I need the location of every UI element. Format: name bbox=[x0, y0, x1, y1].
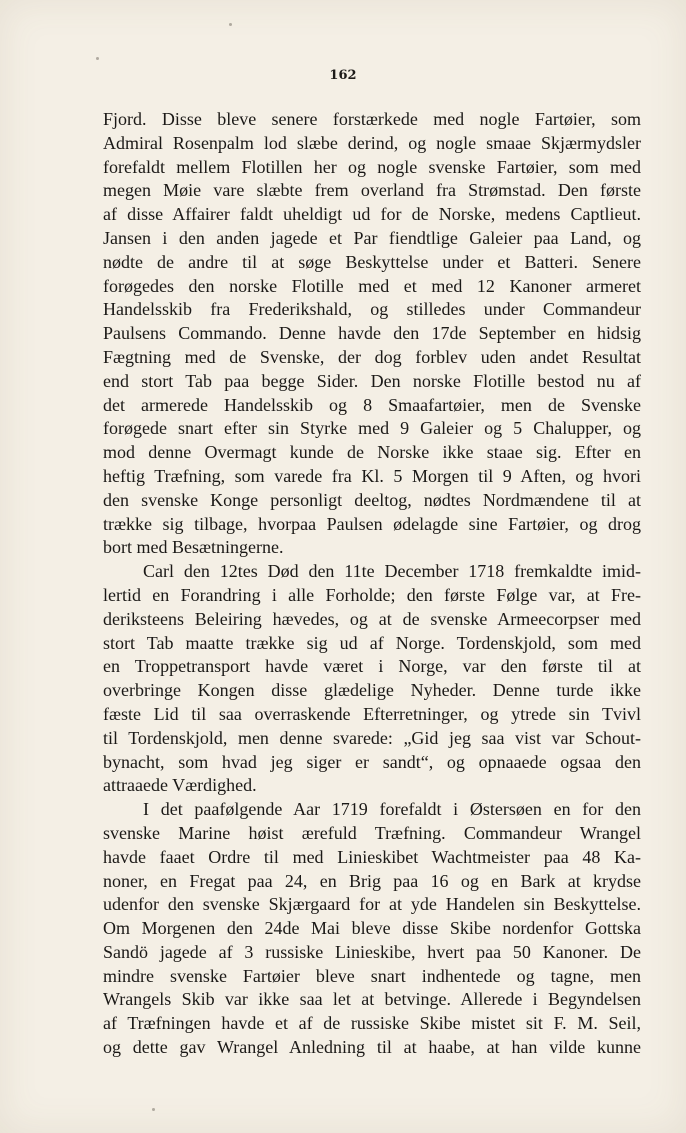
text-line: Sandö jagede af 3 russiske Linieskibe, hvert paa 50 Kanoner. De bbox=[103, 941, 641, 962]
text-line: bynacht, som hvad jeg siger er sandt“, og opnaaede ogsaa den bbox=[103, 751, 641, 772]
text-line: Carl den 12tes Død den 11te December 1718 fremkaldte imid- bbox=[143, 561, 641, 582]
text-line: noner, en Fregat paa 24, en Brig paa 16 og en Bark at krydse bbox=[103, 870, 641, 891]
text-line: en Troppetransport havde været i Norge, var den første til at bbox=[103, 656, 641, 677]
text-line: havde faaet Ordre til med Linieskibet Wachtmeister paa 48 Ka- bbox=[103, 846, 641, 867]
page-number: 162 bbox=[329, 68, 357, 83]
text-line: attraaede Værdighed. bbox=[103, 775, 257, 796]
text-line: Om Morgenen den 24de Mai bleve disse Skibe nordenfor Gottska bbox=[103, 918, 641, 939]
text-line: stort Tab maatte trække sig ud af Norge. Tordenskjold, som med bbox=[103, 632, 641, 653]
text-line: deriksteens Beleiring hævedes, og at de svenske Armeecorpser med bbox=[103, 608, 641, 629]
text-line: Fjord. Disse bleve senere forstærkede med nogle Fartøier, som bbox=[103, 109, 641, 129]
text-line: bort med Besætningerne. bbox=[103, 537, 284, 558]
text-line: I det paafølgende Aar 1719 forefaldt i Østersøen en for den bbox=[143, 799, 641, 820]
body-text bbox=[103, 108, 641, 1060]
paper-speck bbox=[96, 57, 99, 60]
text-line: fæste Lid til saa overraskende Efterretninger, og ytrede sin Tvivl bbox=[103, 703, 641, 724]
text-line: Paulsens Commando. Denne havde den 17de September en hidsig bbox=[103, 323, 641, 344]
text-line: til Tordenskjold, men denne svarede: „Gid jeg saa vist var Schout- bbox=[103, 727, 641, 748]
text-line: end stort Tab paa begge Sider. Den norske Flotille bestod nu af bbox=[103, 370, 641, 391]
text-line: og dette gav Wrangel Anledning til at haabe, at han vilde kunne bbox=[103, 1037, 641, 1058]
text-line: Admiral Rosenpalm lod slæbe derind, og nogle smaae Skjærmydsler bbox=[103, 132, 641, 153]
text-line: udenfor den svenske Skjærgaard for at yde Handelen sin Beskyttelse. bbox=[103, 894, 641, 915]
text-line: forefaldt mellem Flotillen her og nogle svenske Fartøier, som med bbox=[103, 156, 641, 177]
text-line: af disse Affairer faldt uheldigt ud for de Norske, medens Captlieut. bbox=[103, 204, 641, 225]
text-line: af Træfningen havde et af de russiske Skibe mistet sit F. M. Seil, bbox=[103, 1013, 641, 1034]
text-line: trække sig tilbage, hvorpaa Paulsen ødelagde sine Fartøier, og drog bbox=[103, 513, 641, 534]
text-line: mindre svenske Fartøier bleve snart indhentede og tagne, men bbox=[103, 965, 641, 986]
text-line: mod denne Overmagt kunde de Norske ikke staae sig. Efter en bbox=[103, 442, 641, 463]
text-line: Fægtning med de Svenske, der dog forblev uden andet Resultat bbox=[103, 346, 641, 367]
text-line: forøgedes den norske Flotille med et med 12 Kanoner armeret bbox=[103, 275, 641, 296]
text-line: megen Møie vare slæbte frem overland fra Strømstad. Den første bbox=[103, 180, 641, 201]
text-line: Handelsskib fra Frederikshald, og stilledes under Commandeur bbox=[103, 299, 641, 320]
text-line: forøgede snart efter sin Styrke med 9 Galeier og 5 Chalupper, og bbox=[103, 418, 641, 439]
paper-speck bbox=[229, 23, 232, 26]
text-line: heftig Træfning, som varede fra Kl. 5 Morgen til 9 Aften, og hvori bbox=[103, 465, 641, 486]
text-line: nødte de andre til at søge Beskyttelse under et Batteri. Senere bbox=[103, 251, 641, 272]
text-line: Wrangels Skib var ikke saa let at betvinge. Allerede i Begyndelsen bbox=[103, 989, 641, 1010]
text-line: overbringe Kongen disse glædelige Nyheder. Denne turde ikke bbox=[103, 680, 641, 701]
text-line: den svenske Konge personligt deeltog, nødtes Nordmændene til at bbox=[103, 489, 641, 510]
text-line: lertid en Forandring i alle Forholde; den første Følge var, at Fre- bbox=[103, 584, 641, 605]
paper-speck bbox=[152, 1108, 155, 1111]
text-line: svenske Marine høist ærefuld Træfning. Commandeur Wrangel bbox=[103, 822, 641, 843]
text-line: Jansen i den anden jagede et Par fiendtlige Galeier paa Land, og bbox=[103, 227, 641, 248]
text-line: det armerede Handelsskib og 8 Smaafartøier, men de Svenske bbox=[103, 394, 641, 415]
